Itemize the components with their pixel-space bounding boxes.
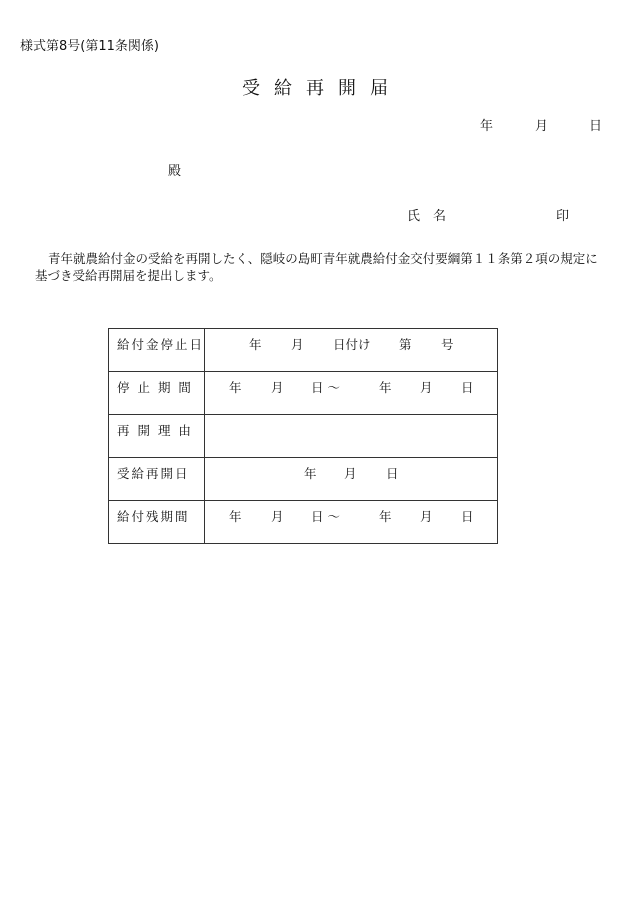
applicant-name-label: 氏 名 [407, 209, 447, 224]
cell-text: 第 [399, 337, 412, 352]
table-row [109, 501, 498, 544]
table-row [109, 329, 498, 372]
table-row [109, 415, 498, 458]
cell-text: 年 [249, 337, 262, 352]
cell-text: 日 〜 [311, 509, 340, 524]
page-title: 受給再開届 [242, 78, 402, 99]
cell-text: 年 [304, 466, 317, 481]
table-row [109, 372, 498, 415]
cell-text: 日 [461, 380, 474, 395]
table-row [109, 458, 498, 501]
cell-text: 月 [420, 380, 433, 395]
cell-text: 日付け [333, 337, 371, 352]
date-year-label: 年 [480, 119, 494, 134]
row-value [205, 415, 498, 458]
cell-text: 月 [420, 509, 433, 524]
date-month-label: 月 [535, 119, 549, 134]
body-text-content: 青年就農給付金の受給を再開したく、隠岐の島町青年就農給付金交付要綱第１１条第２項の規定に基づき受給再開届を提出します。 [35, 251, 598, 283]
cell-text: 年 [229, 509, 242, 524]
cell-text: 日 [461, 509, 474, 524]
cell-text: 月 [271, 509, 284, 524]
form-number: 様式第8号(第11条関係) [20, 39, 159, 54]
cell-text: 月 [271, 380, 284, 395]
cell-text: 年 [379, 380, 392, 395]
row-value [205, 372, 498, 415]
seal-label: 印 [556, 209, 570, 224]
cell-text: 月 [344, 466, 357, 481]
body-text [35, 250, 605, 284]
row-label: 停 止 期 間 [109, 372, 205, 415]
cell-text: 年 [379, 509, 392, 524]
cell-text: 日 [386, 466, 399, 481]
cell-text: 月 [291, 337, 304, 352]
row-label: 再 開 理 由 [109, 415, 205, 458]
resumption-form-table [108, 328, 498, 544]
addressee-suffix: 殿 [168, 164, 182, 179]
row-value [205, 501, 498, 544]
row-label: 給付残期間 [109, 501, 205, 544]
row-value [205, 329, 498, 372]
cell-text: 号 [441, 337, 454, 352]
date-day-label: 日 [589, 119, 603, 134]
cell-text: 日 〜 [311, 380, 340, 395]
row-value [205, 458, 498, 501]
row-label: 給付金停止日 [109, 329, 205, 372]
row-label: 受給再開日 [109, 458, 205, 501]
cell-text: 年 [229, 380, 242, 395]
